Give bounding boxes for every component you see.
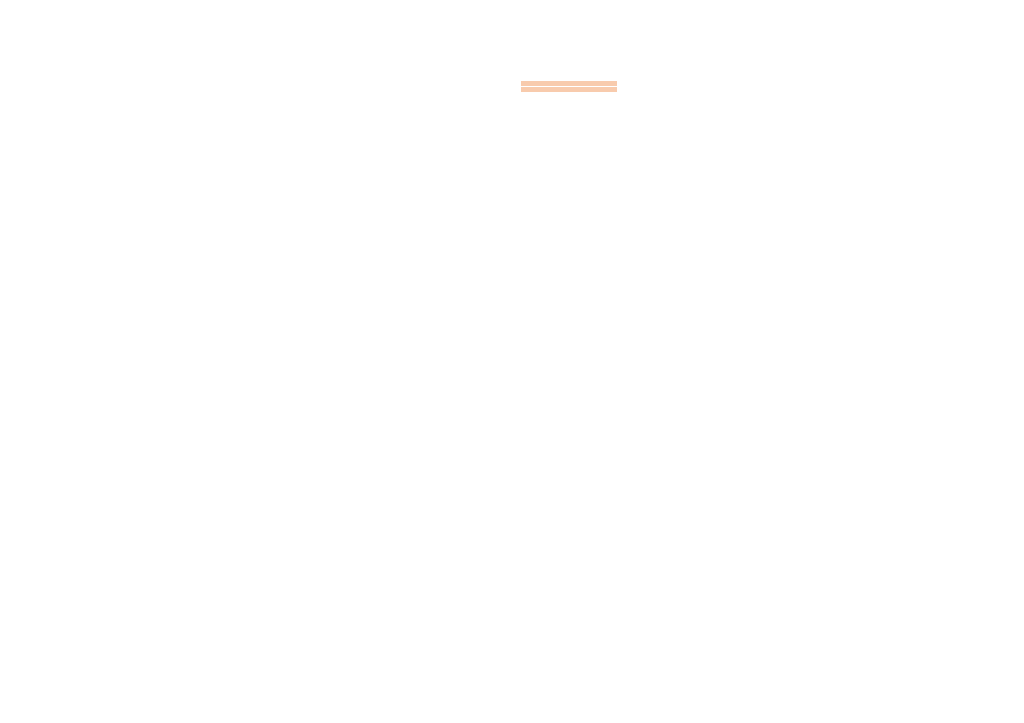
params-table — [60, 102, 270, 132]
legend-orange-2 — [521, 87, 617, 92]
vitesses-table — [307, 79, 389, 124]
depressions-table — [424, 110, 488, 130]
legend-orange-1 — [521, 81, 617, 86]
